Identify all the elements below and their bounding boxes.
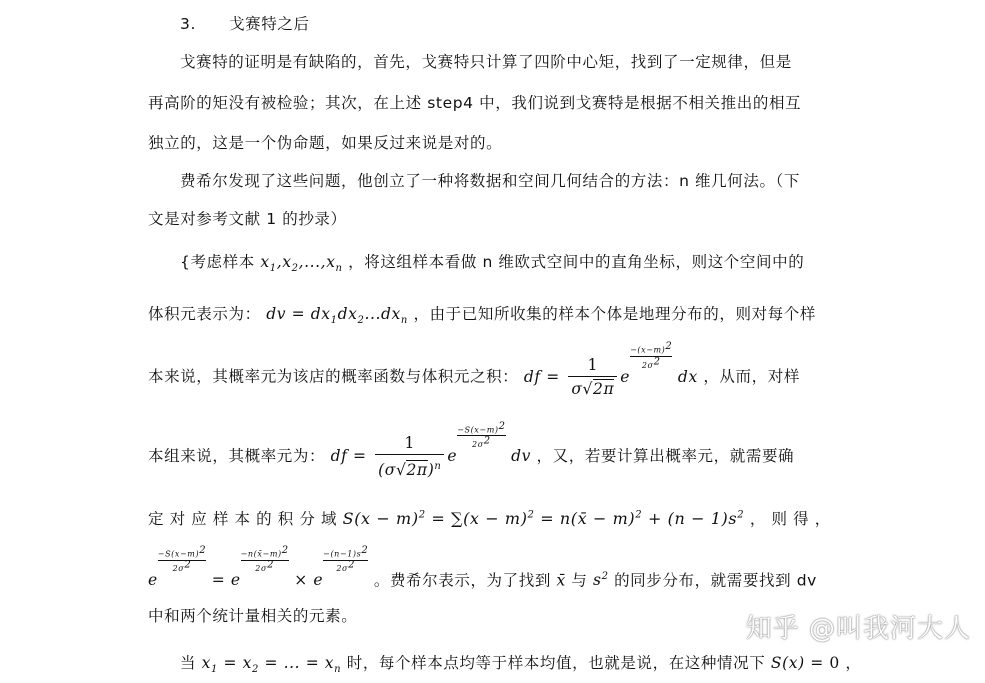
formula-group-density: df = $\frac{1}{(\sigma√2\pi)^n}$ e $\frac{-S(x-m)^2}{2\sigma^2}$ dv — [330, 420, 532, 480]
watermark: 知乎 @叫我河大人 — [745, 614, 971, 644]
quote-text: {考虑样本 — [180, 253, 255, 271]
quote-text: 体积元表示为： — [148, 305, 261, 323]
formula-volume-element: dv = $dx_1dx_2...dx_n$ — [266, 305, 408, 327]
quote-text: 时，每个样本点均等于样本均值，也就是说，在这种情况下 — [346, 654, 766, 672]
quote-text: 与 — [571, 571, 588, 590]
quote-text: ，由于已知所收集的样本个体是地理分布的，则对每个样 — [413, 305, 816, 323]
quote-line-3 — [148, 341, 800, 401]
section-number: 3. — [180, 15, 196, 33]
quote-text: ，又，若要计算出概率元，就需要确 — [536, 447, 795, 466]
quote-text: ，将这组样本看做 n 维欧式空间中的直角坐标，则这个空间中的 — [348, 253, 805, 271]
formula-density: df = $\frac{1}{\sigma√2\pi}$ e $\frac{-(x-m)^2}{2\sigma^2}$ dx — [523, 341, 698, 398]
formula-s-zero: S(x) = 0 — [770, 654, 840, 672]
formula-sample: $x_1,x_2,...,x_n$ — [260, 253, 343, 275]
quote-text: ，从而，对样 — [703, 367, 800, 386]
quote-text: ， — [845, 654, 862, 672]
section-title: 戈赛特之后 — [229, 15, 310, 33]
quote-text: ， 则 得 ， — [749, 510, 831, 528]
formula-s2: $s^2$ — [593, 571, 609, 590]
quote-line-1 — [180, 250, 804, 274]
formula-xbar: x̄ — [556, 571, 566, 590]
quote-line-5 — [148, 507, 831, 529]
quote-line-6 — [148, 545, 817, 590]
quote-text: 定 对 应 样 本 的 积 分 域 — [148, 510, 338, 528]
quote-text: 当 — [180, 654, 197, 672]
paragraph-2-line-2: 文是对参考文献 1 的抄录） — [148, 210, 347, 228]
paragraph-1-line-1: 戈赛特的证明是有缺陷的，首先，戈赛特只计算了四阶中心矩，找到了一定规律，但是 — [180, 53, 792, 71]
formula-exponent-split: e $\frac{-S(x-m)^2}{2\sigma^2} = e$ $\frac{-n(x̄-m)^2}{2\sigma^2} \times e$ $\frac{-(n-1)s^2}{2\sigma^2}$ — [148, 545, 369, 590]
quote-line-8 — [180, 651, 862, 675]
formula-integration-domain: $S(x - m)^2 = \sum(x - m)^2$ = n(x̄ − $m)^2 + (n - 1)s^2$ — [342, 509, 745, 528]
quote-line-2 — [148, 302, 816, 326]
paragraph-1-line-3: 独立的，这是一个伪命题，如果反过来说是对的。 — [148, 134, 503, 152]
quote-text: 。费希尔表示，为了找到 — [373, 571, 551, 590]
paragraph-1-line-2: 再高阶的矩没有被检验；其次，在上述 step4 中，我们说到戈赛特是根据不相关推出的相互 — [148, 94, 802, 112]
quote-text: 本来说，其概率元为该店的概率函数与体积元之积： — [148, 367, 519, 386]
formula-equal-samples: $x_1 = x_2$ = ... = $x_n$ — [201, 654, 342, 676]
quote-text: 的同步分布，就需要找到 dv — [614, 571, 817, 590]
paragraph-2-line-1: 费希尔发现了这些问题，他创立了一种将数据和空间几何结合的方法：n 维几何法。（下 — [180, 172, 801, 190]
quote-line-4 — [148, 420, 795, 482]
quote-text: 本组来说，其概率元为： — [148, 447, 326, 466]
quote-line-7: 中和两个统计量相关的元素。 — [148, 607, 358, 625]
section-heading — [180, 12, 310, 34]
